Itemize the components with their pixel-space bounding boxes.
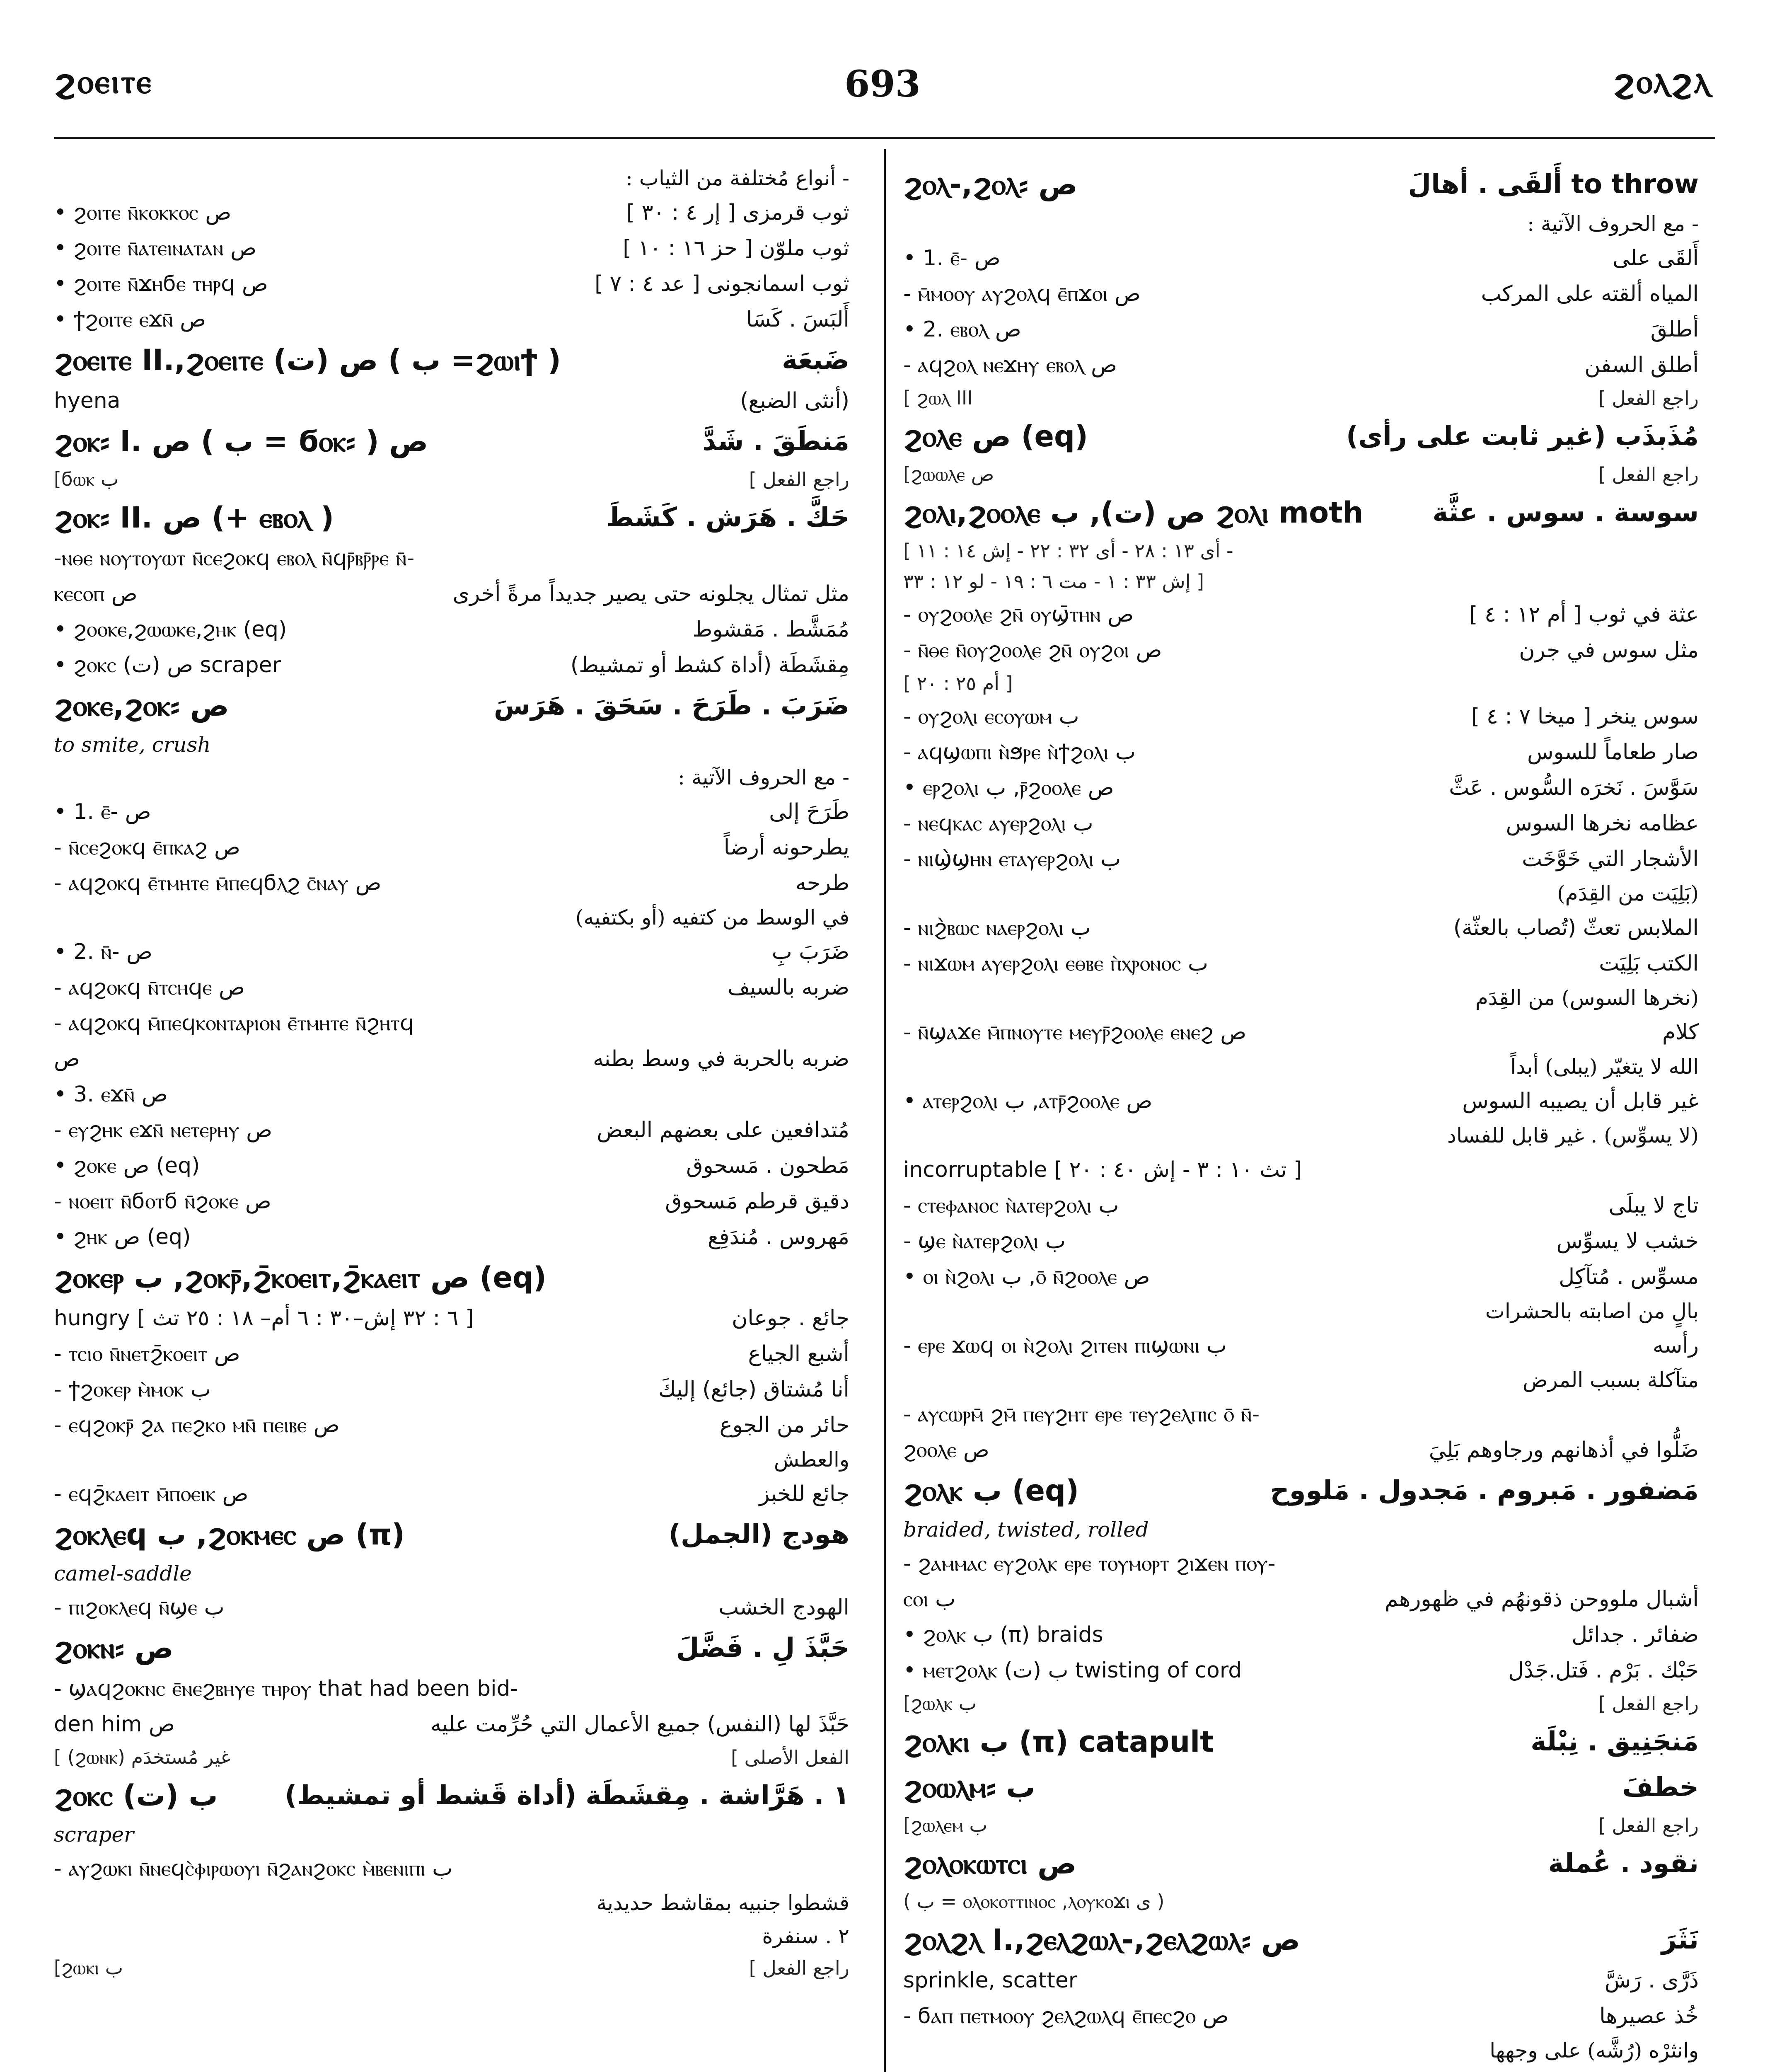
arabic-gloss: أطلقَ <box>1650 317 1699 342</box>
coptic-text: - ϣⲁϥϩⲟⲕⲛⲥ ⲉ̄ⲛⲉϩⲃⲏⲩⲉ ⲧⲏⲣⲟⲩ that had been bid- <box>54 1676 518 1701</box>
left-entry-line <box>54 266 849 302</box>
arabic-gloss: حَبَّذَ لها (النفس) جميع الأعمال التي حُرِّمت عليه <box>430 1712 849 1737</box>
coptic-text: ϩⲟⲗⲉ ص (eq) <box>903 419 1088 453</box>
coptic-text: - ⲡⲓϩⲟⲕⲗⲉϥ ⲛ̄ϣⲉ ب <box>54 1595 225 1620</box>
left-entry-line <box>54 794 849 830</box>
coptic-text: - ⲛⲓϩ̀ⲃⲱⲥ ⲛⲁⲉⲣϩⲟⲗⲓ ب <box>903 915 1091 940</box>
left-headword-entry <box>54 1512 849 1557</box>
right-entry-line <box>903 1083 1699 1119</box>
right-entry-line <box>903 1581 1699 1617</box>
arabic-gloss: خطفَ <box>1622 1772 1699 1803</box>
arabic-gloss: سوسة . سوس . عثَّة <box>1432 497 1699 528</box>
coptic-text: hungry [ ٦ : ٣٢ إش–٣٠ : ٦ أم– ١٨ : ٢٥ تث ] <box>54 1306 474 1331</box>
coptic-text: - ⲛ̄ⲥⲉϩⲟⲕϥ ⲉ̄ⲡⲕⲁϩ ص <box>54 835 240 860</box>
coptic-text: [ (ϩⲱⲛⲕ) غير مُستخدَم <box>54 1746 231 1768</box>
coptic-text: • ⲁⲧⲉⲣϩⲟⲗⲓ ب ,ⲁⲧⲣ̄ϩⲟⲟⲗⲉ ص <box>903 1088 1153 1113</box>
arabic-gloss: هودج (الجمل) <box>668 1519 849 1550</box>
coptic-text: - ⲙ̄ⲙⲟⲟⲩ ⲁⲩϩⲟⲗϥ ⲉ̄ⲡϫⲟⲓ ص <box>903 281 1141 306</box>
arabic-gloss: عظامه نخرها السوس <box>1506 811 1699 836</box>
left-arab-line: - مع الحروف الآتية : <box>678 765 849 789</box>
right-column <box>903 162 1699 2072</box>
coptic-text: [ϩⲱⲕⲓ ب <box>54 1956 123 1979</box>
right-entry-line <box>903 1223 1699 1259</box>
left-entry-line <box>54 195 849 230</box>
right-entry-line <box>903 734 1699 770</box>
arabic-gloss: مُمَشَّط . مَقشوط <box>692 617 849 642</box>
arabic-gloss: رأسه <box>1652 1333 1699 1358</box>
arabic-gloss: غير قابل أن يصيبه السوس <box>1462 1089 1699 1113</box>
coptic-text: • ϯϩⲟⲓⲧⲉ ⲉϫⲛ̄ ص <box>54 307 206 332</box>
coptic-text: ( ب = ⲟⲗⲟⲕⲟⲧⲧⲓⲛⲟⲥ ,ⲗⲟⲩⲕⲟϫⲓ ى ) <box>903 1890 1165 1912</box>
left-headword-entry <box>54 419 849 464</box>
right-entry-line <box>903 841 1699 877</box>
arabic-gloss: حَبَّذَ لِ . فَضَّلَ <box>676 1633 849 1663</box>
left-entry-line <box>54 1590 849 1625</box>
arabic-gloss: ضَرَبَ . طَرَحَ . سَحَقَ . هَرَسَ <box>493 690 849 721</box>
right-entry-line <box>903 1188 1699 1223</box>
right-arab-line: (بَلِيَت من القِدَم) <box>1557 881 1699 905</box>
arabic-gloss: أَلبَسَ . كَسَا <box>746 307 849 332</box>
column-divider <box>884 149 886 2072</box>
right-headword-entry <box>903 490 1699 535</box>
right-arab-line: - مع الحروف الآتية : <box>1527 212 1699 236</box>
arabic-gloss: الكتب بَلِيَت <box>1599 951 1699 976</box>
arabic-gloss: راجع الفعل ] <box>749 468 849 491</box>
right-arab-line: (لا يسوِّس) . غير قابل للفساد <box>1447 1123 1699 1147</box>
coptic-text: - ⲁϥϩⲟⲗ ⲛⲉϫⲏⲩ ⲉⲃⲟⲗ ص <box>903 352 1117 378</box>
coptic-text: • ⲉⲣϩⲟⲗⲓ ب ,ⲣ̄ϩⲟⲟⲗⲉ ص <box>903 775 1114 800</box>
arabic-gloss: الفعل الأصلى ] <box>731 1746 849 1769</box>
arabic-gloss: ثوب ملوّن [ حز ١٦ : ١٠ ] <box>623 236 849 261</box>
left-entry-line <box>54 230 849 266</box>
coptic-text: • ϩⲟⲓⲧⲉ ⲛ̄ϫⲏϭⲉ ⲧⲏⲣϥ ص <box>54 271 268 296</box>
right-entry-line <box>903 699 1699 734</box>
coptic-text: - ⲛ̄ϣⲁϫⲉ ⲙ̄ⲡⲛⲟⲩⲧⲉ ⲙⲉⲩⲣ̄ϩⲟⲟⲗⲉ ⲉⲛⲉϩ ص <box>903 1019 1247 1045</box>
arabic-gloss: to throw أَلقَى . أهالَ <box>1408 169 1699 200</box>
coptic-text: - ⲛ̄ⲑⲉ ⲛ̄ⲟⲩϩⲟⲟⲗⲉ ϩⲛ̄ ⲟⲩϩⲟⲓ ص <box>903 637 1162 663</box>
arabic-gloss: طرحه <box>795 871 849 896</box>
left-entry-line <box>54 1148 849 1184</box>
right-headword-entry <box>903 1468 1699 1513</box>
coptic-text: - ⲛⲓϣ̀ϣⲏⲛ ⲉⲧⲁⲩⲉⲣϩⲟⲗⲓ ب <box>903 846 1121 871</box>
coptic-text: ϩⲟⲕⲛ⸗ ص <box>54 1631 174 1665</box>
arabic-gloss: مثل تمثال يجلونه حتى يصير جديداً مرةً أخرى <box>452 581 849 606</box>
arabic-gloss: مَنجَنِيق . نِبْلَة <box>1530 1726 1699 1757</box>
arabic-gloss: أطلق السفن <box>1584 353 1699 378</box>
arabic-gloss: ضَبعَة <box>782 345 849 375</box>
coptic-text: - ⲟⲩϩⲟⲗⲓ ⲉⲥⲟⲩⲱⲙ ب <box>903 704 1079 729</box>
arabic-gloss: خشب لا يسوِّس <box>1556 1229 1699 1254</box>
left-arab-line: قشطوا جنبيه بمقاشط حديدية <box>596 1891 849 1915</box>
left-entry-line <box>54 1851 849 1886</box>
left-entry-line <box>54 1112 849 1148</box>
arabic-gloss: طَرَحَ إلى <box>769 799 849 824</box>
right-entry-line <box>903 946 1699 981</box>
arabic-gloss: ثوب قرمزى [ إر ٤ : ٣٠ ] <box>626 200 849 225</box>
left-entry-line <box>54 1184 849 1219</box>
arabic-gloss: حَبْك . بَرْم . فَتل.جَدْل <box>1508 1658 1699 1683</box>
right-entry-line <box>903 1810 1699 1841</box>
running-head-right: ϩⲟⲗϩⲗ <box>1613 62 1711 101</box>
arabic-gloss: مُتدافعين على بعضهم البعض <box>597 1118 849 1143</box>
arabic-gloss: ثوب اسمانجونى [ عد ٤ : ٧ ] <box>595 271 849 296</box>
left-entry-line <box>54 1706 849 1742</box>
arabic-gloss: مَهروس . مُندَفِع <box>707 1225 849 1249</box>
right-entry-line <box>903 910 1699 946</box>
right-entry-line <box>903 1886 1699 1917</box>
arabic-gloss: نَثَرَ <box>1661 1924 1699 1955</box>
right-entry-line <box>903 632 1699 668</box>
left-gloss-line: to smite, crush <box>54 733 211 757</box>
left-entry-line <box>54 1077 849 1112</box>
right-entry-line <box>903 276 1699 312</box>
right-entry-line <box>903 1152 1699 1188</box>
right-headword-entry <box>903 1841 1699 1886</box>
right-entry-line <box>903 459 1699 490</box>
coptic-text: • ϩⲟⲓⲧⲉ ⲛ̄ⲁⲧⲉⲓⲛⲁⲧⲁⲛ ص <box>54 235 256 261</box>
right-entry-line <box>903 1397 1699 1432</box>
coptic-text: - ⲉⲣⲉ ϫⲱϥ ⲟⲓ ⲛ̀ϩⲟⲗⲓ ϩⲓⲧⲉⲛ ⲡⲓϣⲱⲛⲓ ب <box>903 1333 1227 1358</box>
right-headword-entry <box>903 414 1699 459</box>
right-headword-entry <box>903 1765 1699 1810</box>
coptic-text: ϩⲟⲗⲓ,ϩⲟⲟⲗⲉ ص (ت), ب ϩⲟⲗⲓ moth <box>903 495 1364 530</box>
left-headword-entry <box>54 337 849 383</box>
coptic-text: • 2. ⲉⲃⲟⲗ ص <box>903 317 1021 342</box>
left-gloss-line: scraper <box>54 1823 134 1847</box>
coptic-text: ϩⲟⲗⲟⲕⲱⲧⲥⲓ ص <box>903 1846 1077 1881</box>
coptic-text: - ⲁϥϩⲟⲕϥ ⲉ̄ⲧⲙⲏⲧⲉ ⲙ̄ⲡⲉϥϭⲗϩ ⲥ̄ⲛⲁⲩ ص <box>54 870 382 896</box>
arabic-gloss: راجع الفعل ] <box>1598 1814 1699 1837</box>
arabic-gloss: ضربه بالسيف <box>728 975 849 1000</box>
left-headword-entry <box>54 683 849 729</box>
arabic-gloss: خُذ عصيرها <box>1599 2004 1699 2028</box>
arabic-gloss: مُذَبذَب (غير ثابت على رأى) <box>1346 421 1699 452</box>
arabic-gloss: مَنطَقَ . شَدَّ <box>702 426 849 457</box>
arabic-gloss: أشبال ملووحن ذقونهُم في ظهورهم <box>1385 1587 1699 1612</box>
right-entry-line <box>903 806 1699 841</box>
arabic-gloss: أنا مُشتاق (جائع) إليكَ <box>658 1377 849 1402</box>
coptic-text: den him ص <box>54 1712 175 1737</box>
coptic-text: ϩⲟⲗ-,ϩⲟⲗ⸗ ص <box>903 167 1078 201</box>
arabic-gloss: كلام <box>1662 1020 1699 1045</box>
coptic-text: ϩⲟⲗⲕ ب (eq) <box>903 1473 1079 1508</box>
right-arab-line: بالٍ من اصابته بالحشرات <box>1485 1299 1699 1323</box>
right-entry-line <box>903 1259 1699 1295</box>
arabic-gloss: الهودج الخشب <box>718 1595 849 1620</box>
coptic-text: ⲕⲉⲥⲟⲡ ص <box>54 581 138 606</box>
coptic-text: • ⲟⲓ ⲛ̀ϩⲟⲗⲓ ب ,ⲟ̄ ⲛ̄ϩⲟⲟⲗⲉ ص <box>903 1264 1150 1289</box>
arabic-gloss: أشبع الجياع <box>748 1341 849 1366</box>
right-arab-line: وانثرْه (رُشَّه) على وجهها <box>1489 2038 1699 2062</box>
left-entry-line <box>54 464 849 495</box>
arabic-gloss: راجع الفعل ] <box>1598 1692 1699 1715</box>
left-headword-entry <box>54 495 849 540</box>
left-entry-line <box>54 1300 849 1336</box>
left-arab-line: والعطش <box>774 1447 849 1472</box>
coptic-text: incorruptable [ تث ١٠ : ٣ - إش ٤٠ : ٢٠ ] <box>903 1157 1302 1182</box>
coptic-text: - ϭⲁⲡ ⲡⲉⲧⲙⲟⲟⲩ ϩⲉⲗϩⲱⲗϥ ⲉ̄ⲡⲉⲥϩⲟ ص <box>903 2003 1229 2028</box>
coptic-text: sprinkle, scatter <box>903 1968 1078 1993</box>
arabic-gloss: حائر من الجوع <box>719 1413 849 1438</box>
arabic-gloss: جائع . جوعان <box>732 1306 849 1331</box>
coptic-text: hyena <box>54 388 121 413</box>
right-entry-line <box>903 1688 1699 1719</box>
coptic-text: - ⲉⲩϩⲏⲕ ⲉϫⲛ̄ ⲛⲉⲧⲉⲣⲏⲩ ص <box>54 1117 272 1143</box>
left-entry-line <box>54 1372 849 1407</box>
coptic-text: -ⲛⲑⲉ ⲛⲟⲩⲧⲟⲩⲱⲧ ⲛ̄ⲥⲉϩⲟⲕϥ ⲉⲃⲟⲗ ⲛ̄ϥⲣ̄ⲃⲣ̄ⲣⲉ ⲛ̄- <box>54 545 415 571</box>
right-headword-entry <box>903 1719 1699 1765</box>
coptic-text: - ⲟⲩϩⲟⲟⲗⲉ ϩⲛ̄ ⲟⲩϣ̄ⲧⲏⲛ ص <box>903 602 1134 627</box>
coptic-text: - ⲛⲓϫⲱⲙ ⲁⲩⲉⲣϩⲟⲗⲓ ⲉⲑⲃⲉ ⲡ̀ⲭⲣⲟⲛⲟⲥ ب <box>903 951 1208 976</box>
left-arab-line: - أنواع مُختلفة من الثياب : <box>626 166 849 190</box>
right-entry-line <box>903 1998 1699 2034</box>
arabic-gloss: تاج لا يبلَى <box>1608 1193 1699 1218</box>
arabic-gloss: ضَرَبَ بِ <box>771 939 849 964</box>
right-entry-line <box>903 347 1699 383</box>
coptic-text: ϩⲟⲕⲗⲉϥ ب ,ϩⲟⲕⲙⲉⲥ ص (π) <box>54 1517 405 1552</box>
right-gloss-line: braided, twisted, rolled <box>903 1518 1149 1542</box>
left-entry-line <box>54 1742 849 1773</box>
coptic-text: ϩⲟⲕⲉ,ϩⲟⲕ⸗ ص <box>54 688 229 723</box>
coptic-text: [ أى ١٣ : ٢٨ - أى ٣٢ : ٢٢ - إش ١٤ : ١١ - <box>903 540 1233 562</box>
coptic-text: • 1. ⲉ̄- ص <box>903 245 1001 271</box>
coptic-text: - ⲉϥϩⲟⲕⲣ̄ ϩⲁ ⲡⲉϩⲕⲟ ⲙⲛ̄ ⲡⲉⲓⲃⲉ ص <box>54 1412 340 1438</box>
right-entry-line <box>903 1432 1699 1468</box>
left-entry-line <box>54 302 849 337</box>
coptic-text: - ⲥⲧⲉⲫⲁⲛⲟⲥ ⲛ̀ⲁⲧⲉⲣϩⲟⲗⲓ ب <box>903 1193 1119 1218</box>
right-entry-line <box>903 566 1699 597</box>
coptic-text: - ⲧⲥⲓⲟ ⲛ̄ⲛⲉⲧϩ̄ⲕⲟⲉⲓⲧ ص <box>54 1341 240 1366</box>
right-arab-line: (نخرها السوس) من القِدَم <box>1475 986 1699 1010</box>
coptic-text: إش ٣٣ : ١ - مت ٦ : ١٩ - لو ١٢ : ٣٣ ] <box>903 570 1204 593</box>
coptic-text: ⲥⲟⲓ ب <box>903 1586 956 1612</box>
coptic-text: [ϩⲱⲗⲕ ب <box>903 1692 977 1714</box>
coptic-text: ϩⲟⲟⲗⲉ ص <box>903 1437 989 1462</box>
left-entry-line <box>54 540 849 576</box>
arabic-gloss: سوس ينخر [ ميخا ٧ : ٤ ] <box>1471 704 1699 729</box>
left-entry-line <box>54 647 849 683</box>
left-gloss-line: camel-saddle <box>54 1561 192 1585</box>
coptic-text: ϩⲟⲗϩⲗ I.,ϩⲉⲗϩⲱⲗ-,ϩⲉⲗϩⲱⲗ⸗ ص <box>903 1922 1301 1957</box>
coptic-text: [ϩⲱⲗⲉⲙ ب <box>903 1814 987 1836</box>
arabic-gloss: ضَلُّوا في أذهانهم ورجاوهم بَلِيَ <box>1429 1438 1699 1462</box>
right-entry-line <box>903 1653 1699 1688</box>
left-entry-line <box>54 576 849 612</box>
coptic-text: [ϩⲱⲱⲗⲉ ص <box>903 463 994 485</box>
left-entry-line <box>54 1953 849 1983</box>
arabic-gloss: مثل سوس في جرن <box>1519 638 1699 663</box>
coptic-text: ϩⲟⲗⲕⲓ ب (π) catapult <box>903 1724 1214 1759</box>
left-entry-line <box>54 1336 849 1372</box>
coptic-text: [ϭⲱⲕ ب <box>54 468 119 490</box>
arabic-gloss: ضربه بالحربة في وسط بطنه <box>592 1046 849 1071</box>
coptic-text: ϩⲟⲕⲥ (ت) ب <box>54 1778 218 1813</box>
arabic-gloss: سَوَّسَ . نَخرَه السُّوس . عَثَّ <box>1449 775 1699 800</box>
coptic-text: - ⲁϥϩⲟⲕϥ ⲙ̄ⲡⲉϥⲕⲟⲛⲧⲁⲣⲓⲟⲛ ⲉ̄ⲧⲙⲏⲧⲉ ⲛ̄ϩⲏⲧϥ <box>54 1010 414 1036</box>
coptic-text: • ϩⲟⲓⲧⲉ ⲛ̄ⲕⲟⲕⲕⲟⲥ ص <box>54 200 232 225</box>
coptic-text: ص <box>54 1046 80 1071</box>
coptic-text: - ϯϩⲟⲕⲉⲣ ⲙ̀ⲙⲟⲕ ب <box>54 1377 211 1402</box>
right-arab-line: متآكلة بسبب المرض <box>1523 1368 1699 1392</box>
left-arab-line: ٢ . سنفرة <box>762 1924 849 1948</box>
arabic-gloss: راجع الفعل ] <box>1598 463 1699 486</box>
coptic-text: • ϩⲟⲕⲉ ص (eq) <box>54 1153 200 1178</box>
coptic-text: • 2. ⲛ̄- ص <box>54 939 152 964</box>
coptic-text: - ⲉϥϩ̄ⲕⲁⲉⲓⲧ ⲙ̄ⲡⲟⲉⲓⲕ ص <box>54 1481 249 1506</box>
coptic-text: [ أم ٢٥ : ٢٠ ] <box>903 672 1013 695</box>
right-entry-line <box>903 1617 1699 1653</box>
left-headword-entry <box>54 1625 849 1671</box>
header-rule <box>54 137 1715 139</box>
coptic-text: - ϣⲉ ⲛ̀ⲁⲧⲉⲣϩⲟⲗⲓ ب <box>903 1228 1066 1254</box>
left-headword-entry <box>54 1255 849 1300</box>
arabic-gloss: عثة في ثوب [ أم ١٢ : ٤ ] <box>1469 602 1699 627</box>
left-entry-line <box>54 1219 849 1255</box>
arabic-gloss: مِقشَطَة (أداة كشط أو تمشيط) <box>570 653 849 678</box>
arabic-gloss: جائع للخبز <box>759 1481 849 1506</box>
arabic-gloss: الأشجار التي خَوَّخَت <box>1522 847 1699 871</box>
coptic-text: - ⲁⲩϩⲱⲕⲓ ⲛ̄ⲛⲉϥⲥ̀ⲫⲓⲣⲱⲟⲩⲓ ⲛ̄ϩⲁⲛϩⲟⲕⲥ ⲙ̀ⲃⲉⲛⲓⲡⲓ ب <box>54 1856 453 1881</box>
arabic-gloss: مَضفور . مَبروم . مَجدول . مَلووح <box>1270 1475 1699 1506</box>
left-entry-line <box>54 1671 849 1706</box>
right-entry-line <box>903 1014 1699 1050</box>
arabic-gloss: راجع الفعل ] <box>749 1957 849 1979</box>
right-entry-line <box>903 1328 1699 1363</box>
left-entry-line <box>54 865 849 901</box>
coptic-text: - ⲁϥϣⲱⲡⲓ ⲛ̀ϧⲣⲉ ⲛ̀ϯϩⲟⲗⲓ ب <box>903 739 1136 765</box>
left-entry-line <box>54 1005 849 1041</box>
coptic-text: - ϩⲁⲙⲙⲁⲥ ⲉⲩϩⲟⲗⲕ ⲉⲣⲉ ⲧⲟⲩⲙⲟⲣⲧ ϩⲓϫⲉⲛ ⲡⲟⲩ- <box>903 1551 1276 1576</box>
right-arab-line: الله لا يتغيّر (يبلى) أبداً <box>1510 1055 1699 1079</box>
right-entry-line <box>903 535 1699 566</box>
right-headword-entry <box>903 162 1699 207</box>
coptic-text: - ⲛⲉϥⲕⲁⲥ ⲁⲩⲉⲣϩⲟⲗⲓ ب <box>903 811 1093 836</box>
coptic-text: - ⲁⲩⲥⲱⲣⲙ̄ ϩⲙ̄ ⲡⲉⲩϩⲏⲧ ⲉⲣⲉ ⲧⲉⲩϩⲉⲗⲡⲓⲥ ⲟ̄ ⲛ̄- <box>903 1402 1260 1427</box>
left-entry-line <box>54 612 849 647</box>
arabic-gloss: نقود . عُملة <box>1548 1848 1699 1879</box>
left-entry-line <box>54 383 849 419</box>
coptic-text: [ ϩⲱⲗ III <box>903 387 973 409</box>
right-entry-line <box>903 1546 1699 1581</box>
coptic-text: • ϩⲟⲕⲥ (ت) ص scraper <box>54 652 281 678</box>
left-entry-line <box>54 970 849 1005</box>
left-entry-line <box>54 1041 849 1077</box>
coptic-text: ϩⲟⲕⲉⲣ ب ,ϩⲟⲕⲣ̄,ϩ̄ⲕⲟⲉⲓⲧ,ϩ̄ⲕⲁⲉⲓⲧ ص (eq) <box>54 1260 547 1295</box>
right-entry-line <box>903 240 1699 276</box>
arabic-gloss: حَكَّ . هَرَش . كَشَطَ <box>606 502 849 533</box>
running-head-left: ϩⲟⲉⲓⲧⲉ <box>54 62 153 101</box>
coptic-text: ϩⲟⲕ⸗ I. ص ( ب = ϭⲟⲕ⸗ ) ص <box>54 424 428 458</box>
coptic-text: - ⲁϥϩⲟⲕϥ ⲛ̄ⲧⲥⲏϥⲉ ص <box>54 975 245 1000</box>
arabic-gloss: صار طعاماً للسوس <box>1527 740 1699 765</box>
left-entry-line <box>54 934 849 970</box>
coptic-text: • ϩⲏⲕ ص (eq) <box>54 1224 191 1249</box>
coptic-text: • 1. ⲉ̄- ص <box>54 799 151 824</box>
arabic-gloss: المياه ألقته على المركب <box>1481 281 1699 306</box>
coptic-text: • ϩⲟⲟⲕⲉ,ϩⲱⲱⲕⲉ,ϩⲏⲕ (eq) <box>54 617 287 642</box>
arabic-gloss: الملابس تعثّ (تُصاب بالعثّة) <box>1453 915 1699 940</box>
coptic-text: • 3. ⲉϫⲛ̄ ص <box>54 1082 168 1107</box>
right-entry-line <box>903 668 1699 699</box>
right-entry-line <box>903 383 1699 414</box>
page-number: 693 <box>844 62 921 105</box>
coptic-text: ϩⲟⲕ⸗ II. ص (+ ⲉⲃⲟⲗ ) <box>54 500 334 535</box>
arabic-gloss: دقيق قرطم مَسحوق <box>665 1189 849 1214</box>
right-entry-line <box>903 597 1699 632</box>
arabic-gloss: ضفائر . جدائل <box>1572 1622 1699 1647</box>
arabic-gloss: يطرحونه أرضاً <box>723 835 849 860</box>
right-headword-entry <box>903 1917 1699 1963</box>
left-entry-line <box>54 1476 849 1512</box>
arabic-gloss: (أنثى الضبع) <box>740 388 849 413</box>
left-arab-line: في الوسط من كتفيه (أو بكتفيه) <box>575 905 849 929</box>
right-entry-line <box>903 770 1699 806</box>
left-entry-line <box>54 1407 849 1443</box>
left-entry-line <box>54 830 849 865</box>
arabic-gloss: ١ . هَرَّاشة . مِقشَطَة (أداة قَشط أو تمشيط) <box>285 1780 849 1811</box>
right-entry-line <box>903 1963 1699 1998</box>
coptic-text: ϩⲟⲉⲓⲧⲉ II.,ϩⲟⲉⲓⲧⲉ ص (ت) ( ب =ϩⲱⲓϯ ) <box>54 343 561 377</box>
coptic-text: ϩⲟⲱⲗⲙ⸗ ب <box>903 1770 1035 1804</box>
arabic-gloss: ذَرَّى . رَشَّ <box>1604 1968 1699 1993</box>
coptic-text: - ⲛⲟⲉⲓⲧ ⲛ̄ϭⲟⲧϭ ⲛ̄ϩⲟⲕⲉ ص <box>54 1188 271 1214</box>
arabic-gloss: أَلقَى على <box>1612 246 1699 271</box>
left-column <box>54 162 849 2072</box>
left-headword-entry <box>54 1773 849 1818</box>
coptic-text: • ⲙⲉⲧϩⲟⲗⲕ ب (ت) twisting of cord <box>903 1658 1242 1683</box>
arabic-gloss: مسوِّس . مُتآكِل <box>1559 1264 1699 1289</box>
arabic-gloss: مَطحون . مَسحوق <box>686 1153 849 1178</box>
coptic-text: • ϩⲟⲗⲕ ب (π) braids <box>903 1622 1103 1647</box>
arabic-gloss: راجع الفعل ] <box>1598 387 1699 409</box>
right-entry-line <box>903 312 1699 347</box>
